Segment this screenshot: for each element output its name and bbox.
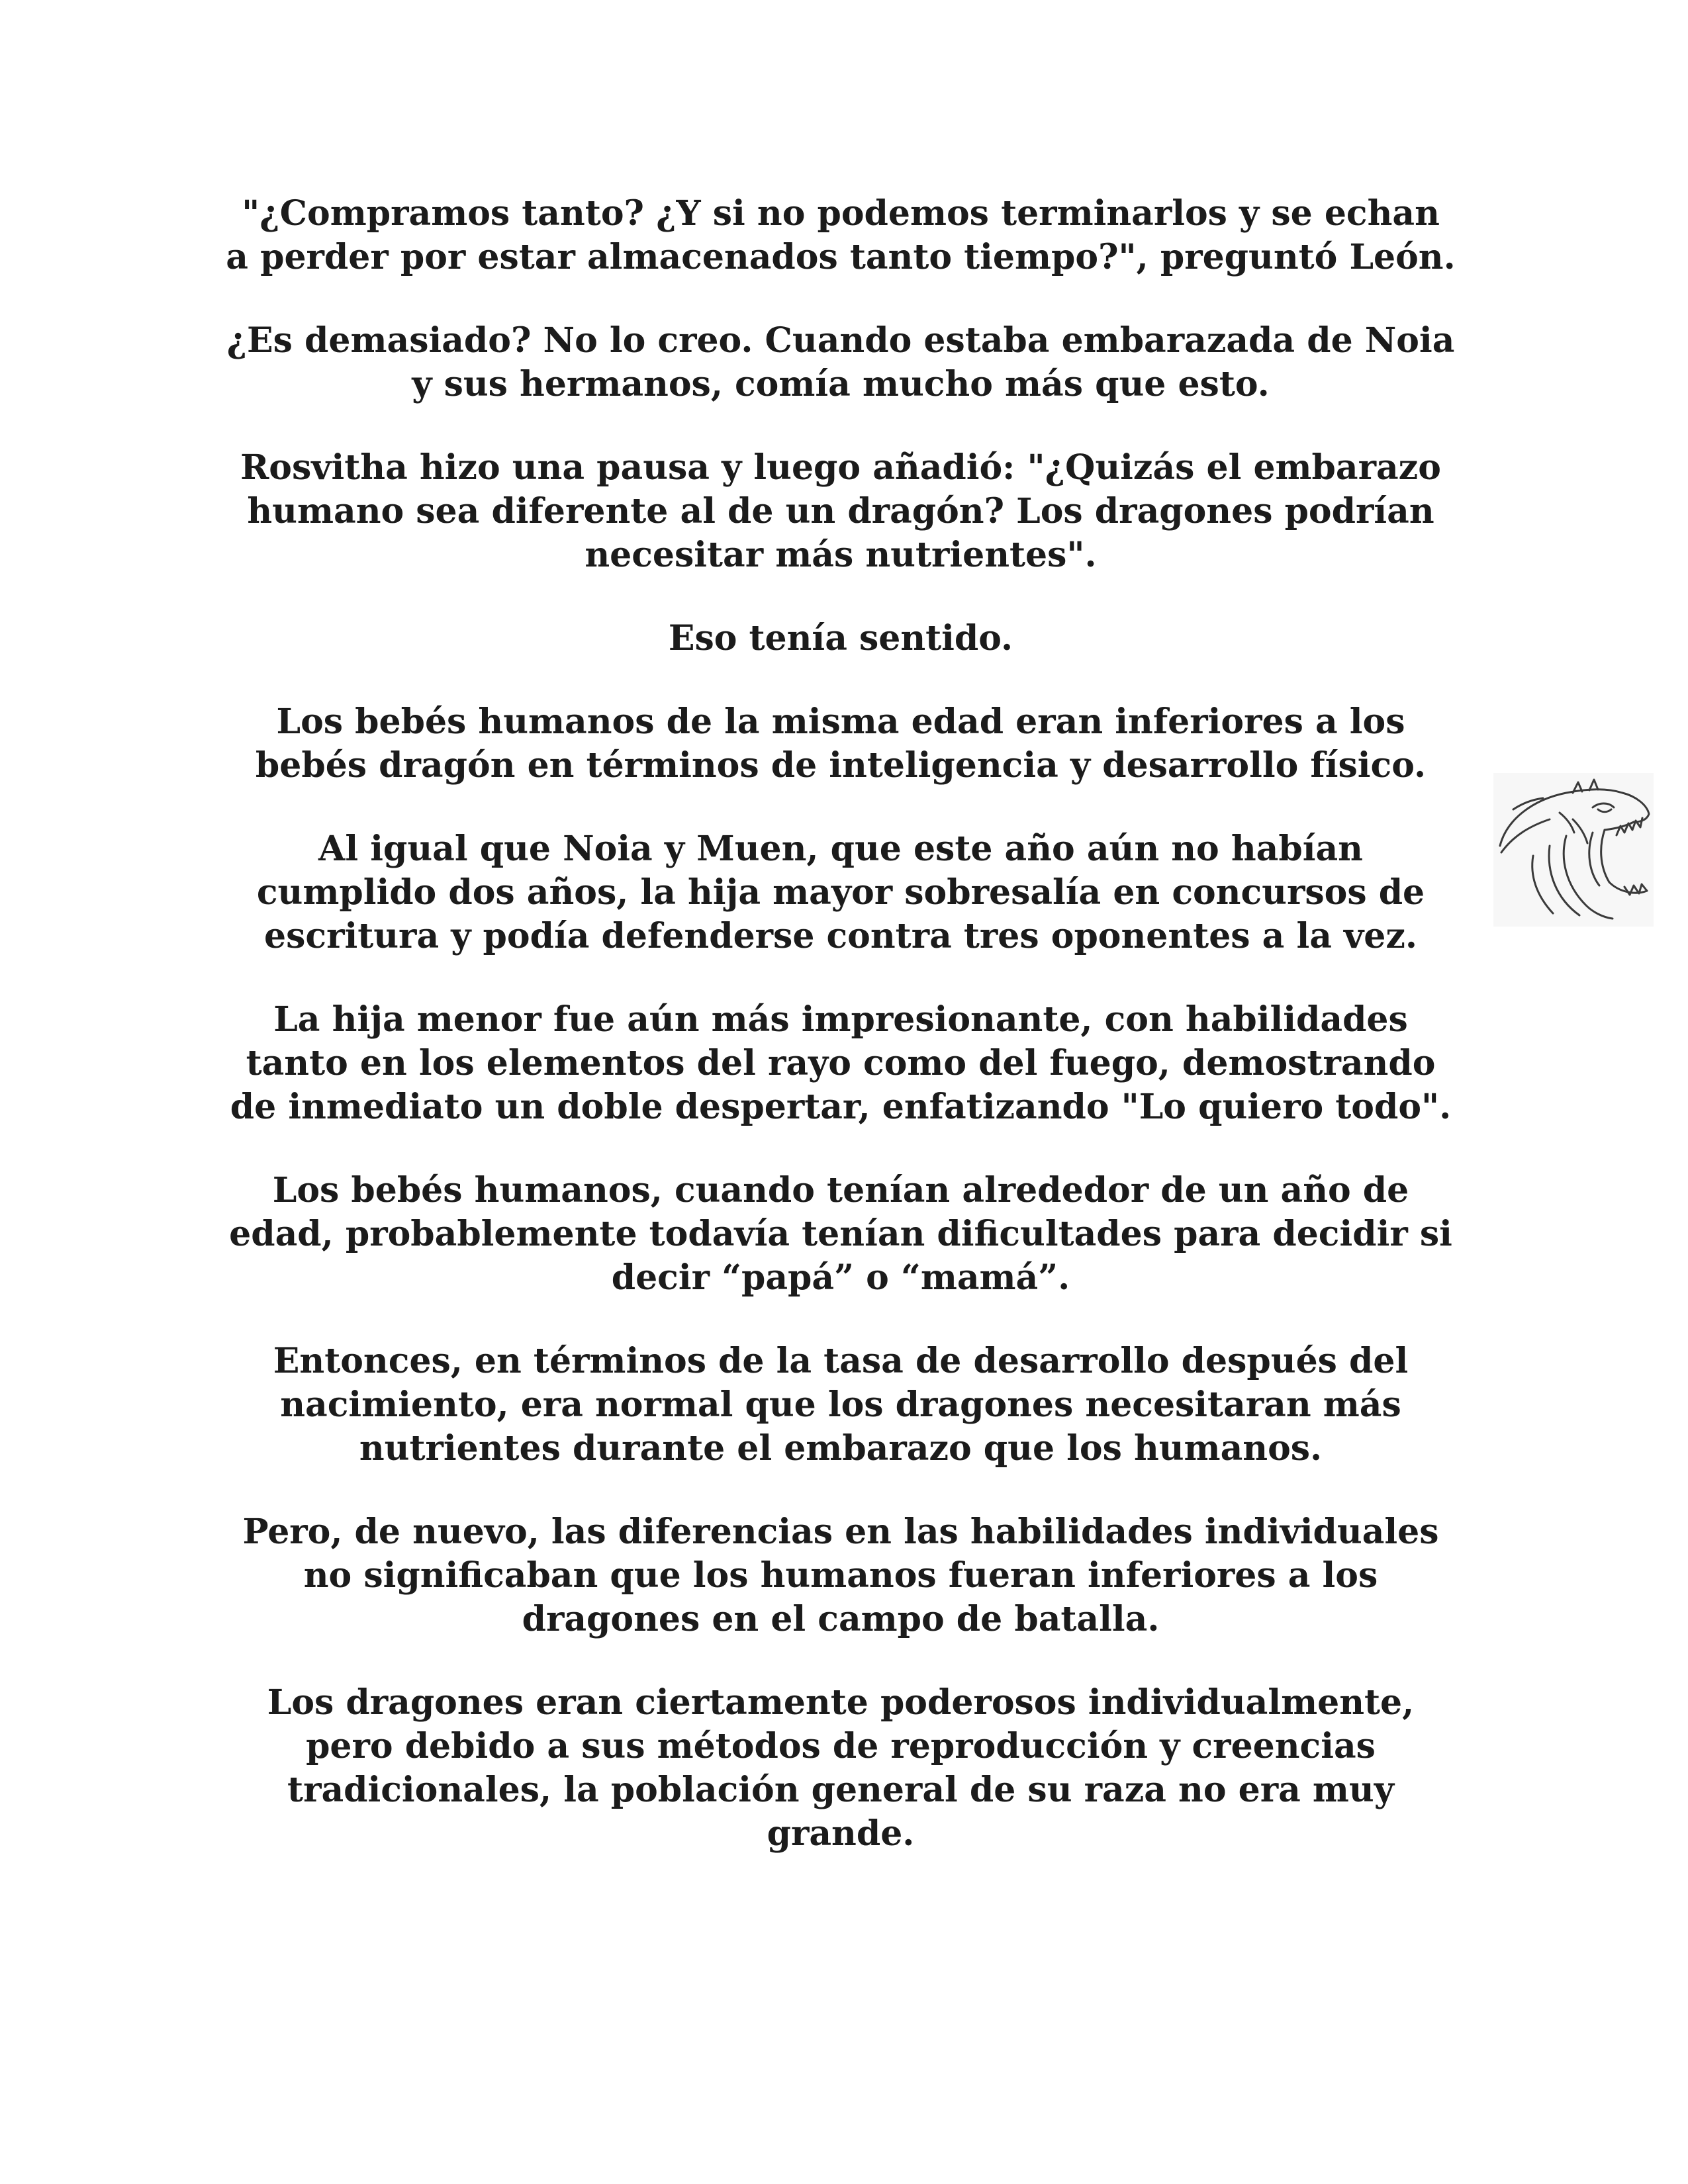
paragraph: La hija menor fue aún más impresionante, con habilidades tanto en los elementos del rayo como del fuego, demostrando de inmediato un doble despertar, enfatizando "Lo quiero todo". xyxy=(230,999,1452,1127)
paragraph: Los bebés humanos de la misma edad eran inferiores a los bebés dragón en términos de inteligencia y desarrollo físico. xyxy=(255,702,1427,786)
paragraph: Entonces, en términos de la tasa de desarrollo después del nacimiento, era normal que los dragones necesitaran más nutrientes durante el embarazo que los humanos. xyxy=(273,1341,1409,1469)
paragraph: Eso tenía sentido. xyxy=(668,618,1013,659)
paragraph: Los bebés humanos, cuando tenían alrededor de un año de edad, probablemente todavía tenían dificultades para decidir si decir “papá” o “mamá”. xyxy=(229,1170,1452,1298)
document-body xyxy=(225,192,1456,1895)
paragraph: Rosvitha hizo una pausa y luego añadió: "¿Quizás el embarazo humano sea diferente al de un dragón? Los dragones podrían necesitar más nutrientes". xyxy=(240,447,1441,575)
paragraph: "¿Compramos tanto? ¿Y si no podemos terminarlos y se echan a perder por estar almacenados tanto tiempo?", preguntó León. xyxy=(226,193,1456,277)
paragraph: Los dragones eran ciertamente poderosos individualmente, pero debido a sus métodos de reproducción y creencias tradicionales, la población general de su raza no era muy grande. xyxy=(267,1682,1415,1854)
paragraph: ¿Es demasiado? No lo creo. Cuando estaba embarazada de Noia y sus hermanos, comía mucho más que esto. xyxy=(226,320,1455,404)
paragraph: Pero, de nuevo, las diferencias en las habilidades individuales no significaban que los humanos fueran inferiores a los dragones en el campo de batalla. xyxy=(242,1512,1439,1639)
dragon-head-sketch-icon xyxy=(1493,773,1654,927)
paragraph: Al igual que Noia y Muen, que este año aún no habían cumplido dos años, la hija mayor sobresalía en concursos de escritura y podía defenderse contra tres oponentes a la vez. xyxy=(256,829,1425,956)
